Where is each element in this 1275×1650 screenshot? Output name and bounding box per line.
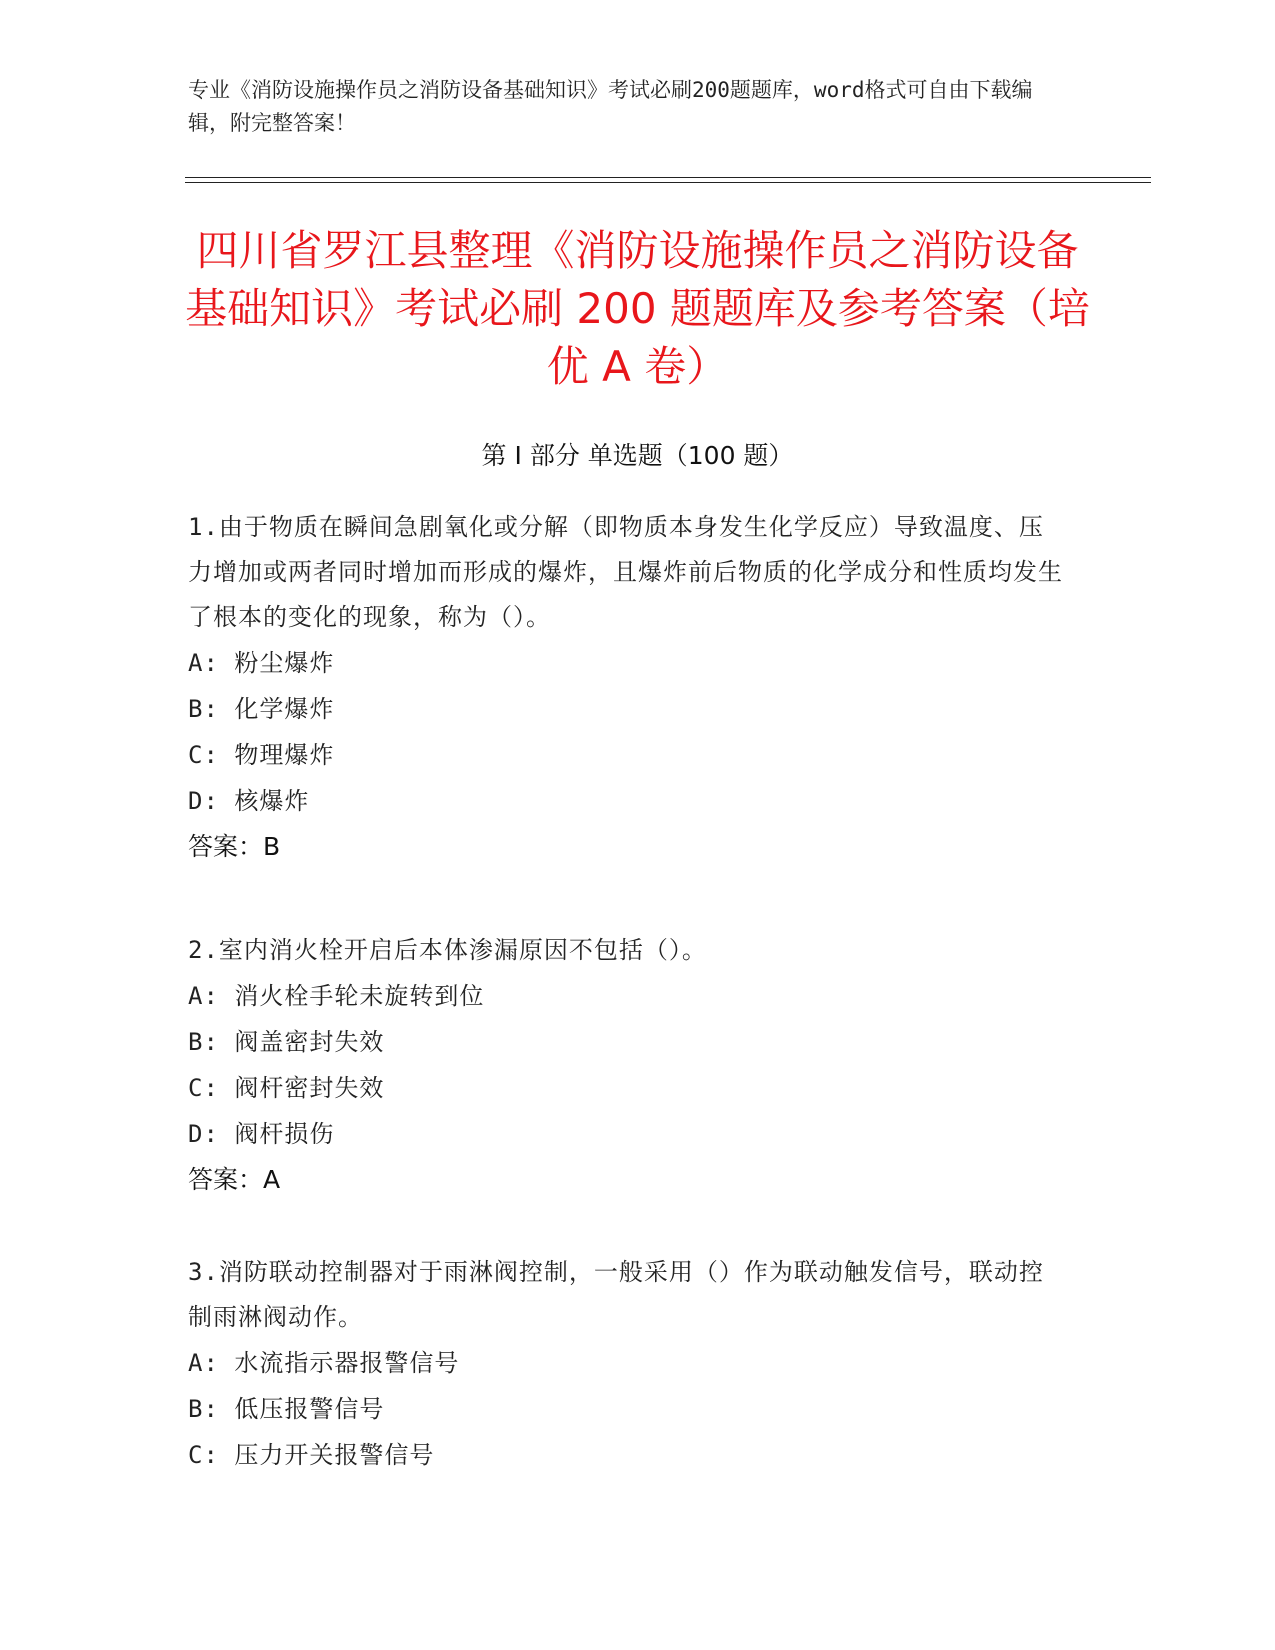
question-2 [188, 928, 1068, 1203]
option-b: B: 化学爆炸 [188, 695, 335, 723]
answer: 答案：A [188, 1165, 281, 1194]
document-title: 四川省罗江县整理《消防设施操作员之消防设备基础知识》考试必刷 200 题题库及参考答案（培优 A 卷） [185, 226, 1090, 391]
option-b: B: 阀盖密封失效 [188, 1028, 385, 1056]
header-rule-double [185, 182, 1151, 183]
answer: 答案：B [188, 832, 281, 861]
question-stem: 1.由于物质在瞬间急剧氧化或分解（即物质本身发生化学反应）导致温度、压力增加或两者同时增加而形成的爆炸，且爆炸前后物质的化学成分和性质均发生了根本的变化的现象，称为（）。 [188, 513, 1063, 631]
option-a: A: 粉尘爆炸 [188, 649, 335, 677]
question-stem: 3.消防联动控制器对于雨淋阀控制，一般采用（）作为联动触发信号，联动控制雨淋阀动作。 [188, 1258, 1044, 1331]
option-c: C: 物理爆炸 [188, 741, 335, 769]
question-3 [188, 1250, 1068, 1478]
question-1 [188, 505, 1068, 870]
header-rule [185, 177, 1151, 178]
option-a: A: 水流指示器报警信号 [188, 1349, 460, 1377]
option-d: D: 核爆炸 [188, 787, 310, 815]
option-b: B: 低压报警信号 [188, 1395, 385, 1423]
option-c: C: 阀杆密封失效 [188, 1074, 385, 1102]
option-a: A: 消火栓手轮未旋转到位 [188, 982, 485, 1010]
option-c: C: 压力开关报警信号 [188, 1441, 435, 1469]
question-stem: 2.室内消火栓开启后本体渗漏原因不包括（）。 [188, 936, 707, 964]
section-title: 第 I 部分 单选题（100 题） [481, 441, 794, 470]
header-note: 专业《消防设施操作员之消防设备基础知识》考试必刷200题题库，word格式可自由下载编辑，附完整答案！ [188, 78, 1033, 135]
option-d: D: 阀杆损伤 [188, 1120, 335, 1148]
